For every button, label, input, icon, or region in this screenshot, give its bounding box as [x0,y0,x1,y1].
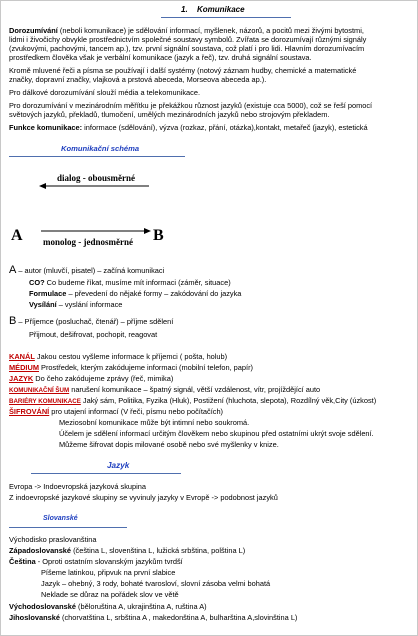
section-number: 1. [181,5,188,14]
dialog-label: dialog - obousměrné [57,173,136,183]
term-medium: MÉDIUM Prostředek, kterým zakódujeme informaci (mobilní telefon, papír) [9,363,253,372]
monolog-label: monolog - jednosměrné [43,237,133,247]
slovanske-line-1: Východisko praslovanština [9,535,97,544]
slovanske-east: Východoslovanské (běloruština A, ukrajinština A, ruština A) [9,602,207,611]
media-line: Pro dálkové dorozumívání slouží média a telekomunikace. [9,88,201,97]
term-jazyk: JAZYK Do čeho zakódujeme zprávy (řeč, mimika) [9,374,174,383]
sifrovani-extra-1: Meziosobní komunikace může být intimní nebo soukromá. [59,418,250,427]
intro-line-4: prostředkem člověka však je verbální komunikace (jazyk a řeč), tzv. druhá signální soustava. [9,53,312,62]
intl-line-2: světových jazyků, překladů, tlumočení, umělých mezinárodních jazyků nebo strojovým překladem. [9,110,330,119]
sifrovani-extra-2: Účelem je sdělení informací určitým člověkem nebo skupinou před ostatními ukrýt svoje sdělení. [59,429,374,438]
slovanske-czech: Čeština - Oproti ostatním slovanským jazykům tvrdší [9,557,183,566]
slovanske-grammar: Jazyk – ohebný, 3 rody, bohaté tvarosloví, slovní zásoba velmi bohatá [41,579,271,588]
systems-line-2: značky, dopravní značky, vlajková a prstová abeceda, Morseova abeceda ap.). [9,75,267,84]
receiver-line: B – Příjemce (posluchač, čtenář) – příjme sdělení [9,315,174,327]
jazyk-heading: Jazyk [107,461,130,470]
sifrovani-extra-3: Můžeme šifrovat dopis milované osobě nebo své myšlenky v knize. [59,440,279,449]
right-arrow-icon [41,227,151,235]
slovanske-word-order: Neklade se důraz na pořádek slov ve větě [41,590,179,599]
schema-heading-rule [9,156,185,157]
schema-heading: Komunikační schéma [61,144,140,153]
page-title: Komunikace [197,5,245,14]
left-arrow-icon [39,182,151,190]
jazyk-line-1: Evropa -> Indoevropská jazyková skupina [9,482,147,491]
intro-line-1: Dorozumívání (neboli komunikace) je sdělování informací, myšlenek, názorů, a pocitů mezi živými bytostmi, [9,26,364,35]
term-sifrovani: ŠIFROVÁNÍ pro utajení informací (V řeči, písmu nebo počítačích) [9,407,224,416]
schema-receiver-b: B [153,227,164,244]
sender-formulation-line: Formulace – převedení do nějaké formy – zakódování do jazyka [29,289,242,298]
jazyk-heading-rule [31,473,181,474]
systems-line-1: Kromě mluvené řeči a písma se používají i další systémy (notový záznam hudby, chemické a matematické [9,66,357,75]
slovanske-south: Jihoslovanské (chorvatština L, srbština A , makedonština A, bulharština A,slovinština L) [9,613,298,622]
sender-what-line: CO? Co budeme říkat, musíme mít informaci (záměr, situace) [29,278,231,287]
term-kanal: KANÁL Jakou cestou vyšleme informace k příjemci ( pošta, holub) [9,352,228,361]
term-sum: KOMUNIKAČNÍ ŠUM narušení komunikace – špatný signál, větší vzdálenost, vítr, projíždějící auto [9,385,321,394]
slovanske-heading-rule [9,527,127,528]
intro-line-2: lidmi i živočichy obvykle prostřednictvím společné soustavy symbolů. Zvířata se dorozumívají různými signály [9,35,367,44]
intro-line-3: (zvukovými, pachovými, tancem ap.), tzv. první signální soustava, což platí i pro lidi. Hlavním dorozumívacím [9,44,365,53]
sender-line: A – autor (mluvčí, pisatel) – začíná komunikaci [9,264,165,276]
slovanske-heading: Slovanské [43,515,78,522]
slovanske-latin: Píšeme latinkou, připvuk na první slabice [41,568,176,577]
schema-sender-a: A [11,227,23,244]
intl-line-1: Pro dorozumívání v mezinárodním měřítku je překážkou různost jazyků (existuje cca 5000), což se řeší pomocí [9,101,373,110]
title-underline [161,17,291,18]
term-bariery: BARIÉRY KOMUNIKACE Jaký sám, Politika, Fyzika (Hluk), Postižení (hluchota, slepota), Rozdílný věk,City (úzkost) [9,396,377,405]
jazyk-line-2: Z indoevropské jazykové skupiny se vyvinuly jazyky v Evropě -> podobnost jazyků [9,493,278,502]
functions-line: Funkce komunikace: informace (sdělování), výzva (rozkaz, přání, otázka),kontakt, metařeč (jazyk), estetická [9,123,368,132]
slovanske-west: Západoslovanské (čeština L, slovenština L, lužická srbština, polština L) [9,546,246,555]
receiver-actions-line: Přijmout, dešifrovat, pochopit, reagovat [29,330,158,339]
sender-send-line: Vysílání – vyslání informace [29,300,123,309]
